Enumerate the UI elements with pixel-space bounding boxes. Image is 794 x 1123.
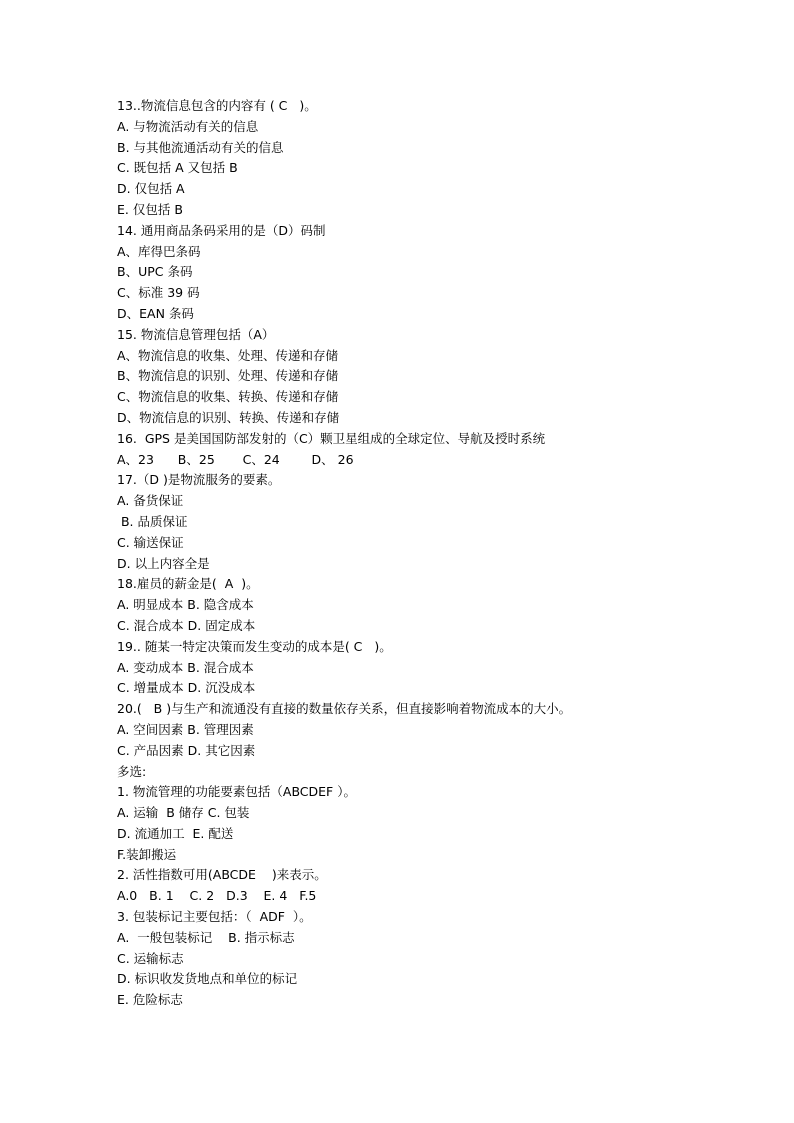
text-line: 3. 包装标记主要包括：（ ADF ）。 bbox=[117, 909, 312, 925]
text-line: 2. 活性指数可用(ABCDE )来表示。 bbox=[117, 867, 327, 883]
text-line: 多选: bbox=[117, 763, 147, 779]
text-line: A. 备货保证 bbox=[117, 493, 184, 509]
text-line: D. 仅包括 A bbox=[117, 181, 185, 197]
text-line: 14. 通用商品条码采用的是（D）码制 bbox=[117, 222, 326, 238]
text-line: A.0 B. 1 C. 2 D.3 E. 4 F.5 bbox=[117, 888, 317, 904]
text-line: E. 仅包括 B bbox=[117, 201, 183, 217]
text-line: A. 运输 B 储存 C. 包装 bbox=[117, 805, 250, 821]
text-line: C. 既包括 A 又包括 B bbox=[117, 160, 238, 176]
text-line: 1. 物流管理的功能要素包括（ABCDEF ）。 bbox=[117, 784, 356, 800]
text-line: 13..物流信息包含的内容有 ( C )。 bbox=[117, 98, 317, 113]
text-line: B、UPC 条码 bbox=[117, 264, 193, 280]
text-line: C. 输送保证 bbox=[117, 534, 184, 550]
text-line: 16. GPS 是美国国防部发射的（C）颗卫星组成的全球定位、导航及授时系统 bbox=[117, 430, 546, 446]
text-line: C、物流信息的收集、转换、传递和存储 bbox=[117, 389, 339, 405]
text-line: D. 以上内容全是 bbox=[117, 555, 210, 571]
text-line: A. 与物流活动有关的信息 bbox=[117, 118, 259, 134]
text-line: 18.雇员的薪金是( A )。 bbox=[117, 576, 259, 592]
text-line: 17.（D )是物流服务的要素。 bbox=[117, 472, 281, 488]
text-line: A. 空间因素 B. 管理因素 bbox=[117, 721, 254, 737]
document-body bbox=[117, 96, 677, 1011]
text-line: A、物流信息的收集、处理、传递和存储 bbox=[117, 347, 339, 363]
text-line: D、EAN 条码 bbox=[117, 305, 194, 321]
text-line: B. 与其他流通活动有关的信息 bbox=[117, 139, 284, 155]
text-line: A. 变动成本 B. 混合成本 bbox=[117, 659, 254, 675]
text-line: A、23 B、25 C、24 D、 26 bbox=[117, 451, 354, 467]
text-line: C. 运输标志 bbox=[117, 950, 184, 966]
text-line: A. 明显成本 B. 隐含成本 bbox=[117, 597, 254, 613]
text-line: D. 流通加工 E. 配送 bbox=[117, 825, 234, 841]
text-line: C. 产品因素 D. 其它因素 bbox=[117, 742, 256, 758]
text-line: D、物流信息的识别、转换、传递和存储 bbox=[117, 409, 340, 425]
text-line: 20.( B )与生产和流通没有直接的数量依存关系，但直接影响着物流成本的大小。 bbox=[117, 701, 572, 717]
text-line: D. 标识收发货地点和单位的标记 bbox=[117, 971, 298, 987]
text-line: F.装卸搬运 bbox=[117, 846, 177, 862]
text-line: B、物流信息的识别、处理、传递和存储 bbox=[117, 368, 339, 384]
text-line: A、库得巴条码 bbox=[117, 243, 201, 259]
text-line: C. 增量成本 D. 沉没成本 bbox=[117, 680, 256, 696]
text-line: C、标准 39 码 bbox=[117, 285, 200, 301]
text-line: E. 危险标志 bbox=[117, 992, 183, 1008]
text-line: 15. 物流信息管理包括（A） bbox=[117, 326, 275, 342]
text-line: 19.. 随某一特定决策而发生变动的成本是( C )。 bbox=[117, 638, 392, 654]
text-line: A. 一般包装标记 B. 指示标志 bbox=[117, 929, 295, 945]
text-line: B. 品质保证 bbox=[117, 513, 188, 529]
text-line: C. 混合成本 D. 固定成本 bbox=[117, 617, 256, 633]
